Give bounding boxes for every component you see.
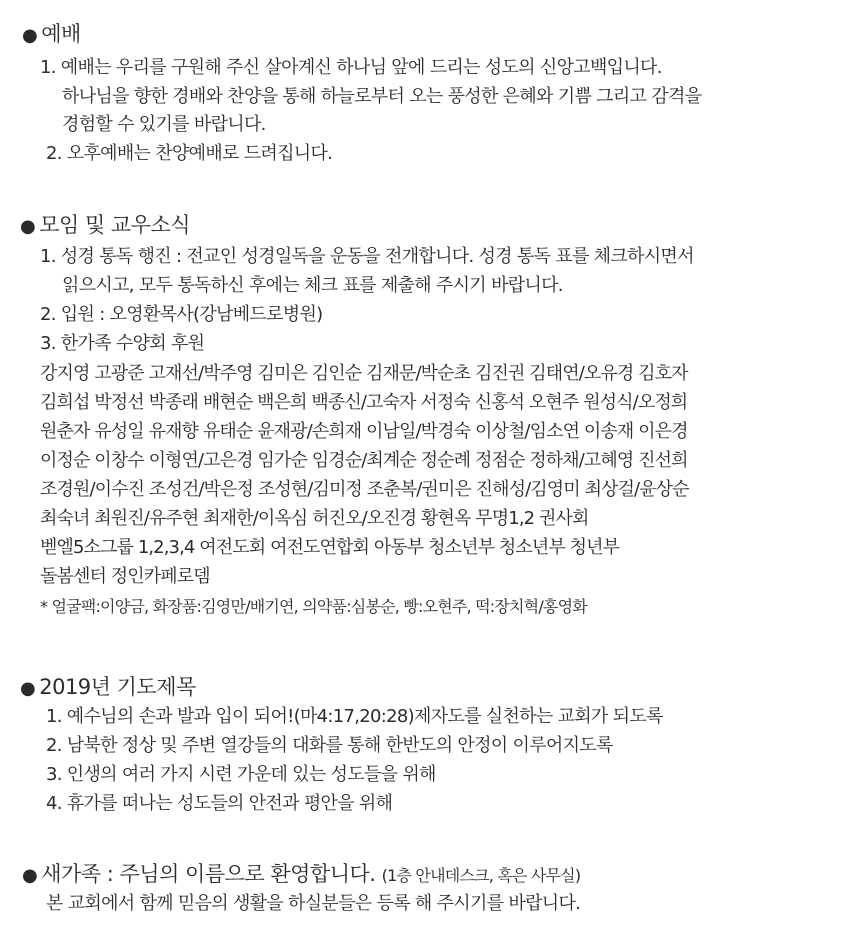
donor-line-8: 돌봄센터 정인카페로뎀: [40, 566, 210, 587]
newcomers-title: 새가족 : 주님의 이름으로 환영합니다.: [41, 862, 376, 886]
donor-line-3: 원춘자 유성일 유재향 유태순 윤재광/손희재 이남일/박경숙 이상철/임소연 이송재 이은경: [40, 421, 688, 442]
worship-item-1-cont-2: 경험할 수 있기를 바랍니다.: [62, 114, 266, 135]
meetings-item-1-cont: 읽으시고, 모두 통독하신 후에는 체크 표를 제출해 주시기 바랍니다.: [62, 275, 563, 296]
worship-item-1-cont: 하나님을 향한 경배와 찬양을 통해 하늘로부터 오는 풍성한 은혜와 기쁨 그리고 감격을: [62, 86, 702, 107]
worship-heading: [22, 20, 81, 50]
donor-line-2: 김희섭 박정선 박종래 배현순 백은희 백종신/고숙자 서정숙 신홍석 오현주 원성식/오정희: [40, 392, 688, 413]
meetings-item-2: 2. 입원 : 오영환목사(강남베드로병원): [40, 304, 323, 325]
bullet-icon: ●: [20, 216, 36, 237]
meetings-title: 모임 및 교우소식: [39, 213, 191, 237]
meetings-heading: [20, 211, 190, 241]
bullet-icon: ●: [22, 25, 38, 46]
bullet-icon: ●: [22, 865, 38, 886]
meetings-item-3: 3. 한가족 수양회 후원: [40, 333, 205, 354]
bullet-icon: ●: [20, 678, 36, 699]
prayer-item-4: 4. 휴가를 떠나는 성도들의 안전과 평안을 위해: [46, 793, 393, 814]
newcomers-heading: [22, 860, 580, 890]
donor-line-1: 강지영 고광준 고재선/박주영 김미은 김인순 김재문/박순초 김진권 김태연/오유경 김호자: [40, 363, 688, 384]
donor-line-4: 이정순 이창수 이형연/고은경 임가순 임경순/최계순 정순례 정점순 정하채/고혜영 진선희: [40, 450, 688, 471]
meetings-item-1: 1. 성경 통독 행진 : 전교인 성경일독을 운동을 전개합니다. 성경 통독 표를 체크하시면서: [40, 246, 694, 267]
gift-donors: * 얼굴팩:이양금, 화장품:김영만/배기연, 의약품:심봉순, 빵:오현주, 떡:장치혁/홍영화: [40, 597, 587, 616]
worship-item-1: 1. 예배는 우리를 구원해 주신 살아계신 하나님 앞에 드리는 성도의 신앙고백입니다.: [40, 57, 662, 78]
prayer-title: 2019년 기도제목: [39, 675, 196, 699]
donor-line-5: 조경원/이수진 조성건/박은정 조성현/김미정 조춘복/권미은 진해성/김영미 최상걸/윤상순: [40, 479, 689, 500]
prayer-heading: [20, 673, 196, 703]
worship-title: 예배: [41, 22, 81, 46]
prayer-item-3: 3. 인생의 여러 가지 시련 가운데 있는 성도들을 위해: [46, 764, 436, 785]
newcomers-body: 본 교회에서 함께 믿음의 생활을 하실분들은 등록 해 주시기를 바랍니다.: [46, 893, 581, 914]
prayer-item-1: 1. 예수님의 손과 발과 입이 되어!(마4:17,20:28)제자도를 실천하는 교회가 되도록: [46, 706, 663, 727]
donor-line-6: 최숙녀 최원진/유주현 최재한/이옥심 허진오/오진경 황현옥 무명1,2 권사회: [40, 508, 589, 529]
donor-line-7: 벧엘5소그룹 1,2,3,4 여전도회 여전도연합회 아동부 청소년부 청소년부 청년부: [40, 537, 620, 558]
prayer-item-2: 2. 남북한 정상 및 주변 열강들의 대화를 통해 한반도의 안정이 이루어지도록: [46, 735, 613, 756]
worship-item-2: 2. 오후예배는 찬양예배로 드려집니다.: [46, 143, 333, 164]
newcomers-note: (1층 안내데스크, 혹은 사무실): [381, 866, 581, 885]
